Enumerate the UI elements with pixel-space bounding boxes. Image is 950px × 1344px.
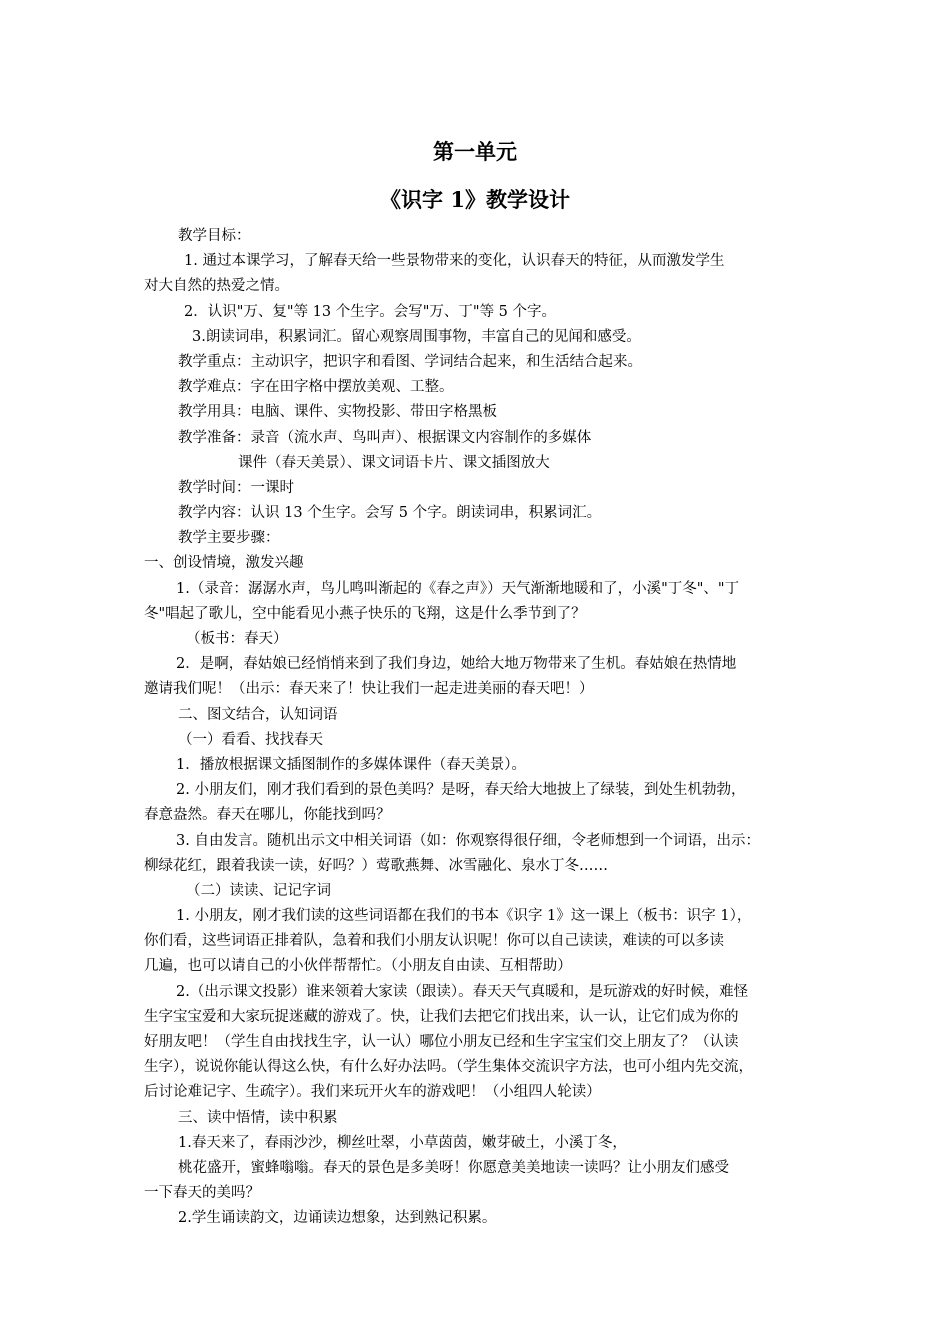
text-line: 2．认识"万、复"等 13 个生字。会写"万、丁"等 5 个字。 — [184, 303, 557, 320]
text-line: 后讨论难记字、生疏字）。我们来玩开火车的游戏吧！（小组四人轮读） — [144, 1084, 601, 1101]
text-line: 2.（出示课文投影）谁来领着大家读（跟读）。春天天气真暖和，是玩游戏的好时候，难怪 — [176, 983, 749, 1000]
unit-title: 第一单元 — [433, 139, 517, 164]
text-line: 邀请我们呢！（出示：春天来了！快让我们一起走进美丽的春天吧！） — [144, 681, 594, 698]
text-line: 教学主要步骤： — [178, 530, 280, 547]
text-line: 对大自然的热爱之情。 — [144, 278, 289, 295]
section-heading: 一、创设情境，激发兴趣 — [144, 555, 304, 572]
text-line: 教学难点：字在田字格中摆放美观、工整。 — [178, 379, 454, 396]
text-line: 生字），说说你能认得这么快，有什么好办法吗。（学生集体交流识字方法，也可小组内先交流， — [144, 1059, 753, 1076]
text-line: 教学时间：一课时 — [178, 479, 294, 496]
text-line: 春意盎然。春天在哪儿，你能找到吗？ — [144, 807, 391, 824]
text-line: 教学目标： — [178, 228, 251, 244]
text-line: 3.朗读词串，积累词汇。留心观察周围事物，丰富自己的见闻和感受。 — [192, 328, 641, 345]
text-line: 1. 通过本课学习，了解春天给一些景物带来的变化，认识春天的特征，从而激发学生 — [184, 253, 725, 270]
section-heading: 二、图文结合，认知词语 — [178, 706, 338, 723]
text-line: 2．是啊，春姑娘已经悄悄来到了我们身边，她给大地万物带来了生机。春姑娘在热情地 — [176, 656, 737, 673]
text-line: 课件（春天美景）、课文词语卡片、课文插图放大 — [238, 454, 550, 471]
document-body — [144, 224, 812, 1232]
text-line: 1. 小朋友，刚才我们读的这些词语都在我们的书本《识字 1》这一课上（板书：识字 1）， — [176, 908, 752, 925]
text-line: 生字宝宝爱和大家玩捉迷藏的游戏了。快，让我们去把它们找出来，认一认，让它们成为你的 — [144, 1008, 739, 1025]
lesson-title: 《识字 1》教学设计 — [380, 187, 570, 212]
text-line: 3. 自由发言。随机出示文中相关词语（如：你观察得很仔细，令老师想到一个词语，出示： — [176, 832, 760, 849]
text-line: 几遍，也可以请自己的小伙伴帮帮忙。（小朋友自由读、互相帮助） — [144, 958, 572, 975]
text-line: 教学准备：录音（流水声、鸟叫声）、根据课文内容制作的多媒体 — [178, 429, 592, 446]
text-line: 2.学生诵读韵文，边诵读边想象，达到熟记积累。 — [178, 1210, 497, 1227]
text-line: 教学内容：认识 13 个生字。会写 5 个字。朗读词串，积累词汇。 — [178, 505, 602, 522]
text-line: 一下春天的美吗？ — [144, 1185, 260, 1202]
text-line: 1.（录音：潺潺水声，鸟儿鸣叫渐起的《春之声》）天气渐渐地暖和了，小溪"丁冬"、"丁 — [176, 580, 740, 597]
subsection-heading: （二）读读、记记字词 — [186, 882, 331, 899]
subsection-heading: （一）看看、找找春天 — [178, 731, 323, 748]
text-line: 教学重点：主动识字，把识字和看图、学词结合起来，和生活结合起来。 — [178, 353, 642, 370]
text-line: 柳绿花红，跟着我读一读，好吗？）莺歌燕舞、冰雪融化、泉水丁冬…… — [144, 857, 608, 874]
text-line: 1．播放根据课文插图制作的多媒体课件（春天美景）。 — [176, 756, 526, 773]
text-line: 好朋友吧！（学生自由找找生字，认一认）哪位小朋友已经和生字宝宝们交上朋友了？（认读 — [144, 1034, 739, 1050]
text-line: 教学用具：电脑、课件、实物投影、带田字格黑板 — [178, 404, 497, 421]
text-line: 1.春天来了，春雨沙沙，柳丝吐翠，小草茵茵，嫩芽破土，小溪丁冬， — [178, 1134, 627, 1151]
text-line: 2. 小朋友们，刚才我们看到的景色美吗？是呀，春天给大地披上了绿装，到处生机勃勃， — [176, 782, 746, 799]
text-line: （板书：春天） — [186, 631, 288, 647]
text-line: 你们看，这些词语正排着队，急着和我们小朋友认识呢！你可以自己读读，难读的可以多读 — [144, 933, 724, 950]
section-heading: 三、读中悟情，读中积累 — [178, 1109, 338, 1126]
text-line: 冬"唱起了歌儿，空中能看见小燕子快乐的飞翔，这是什么季节到了？ — [144, 605, 586, 622]
text-line: 桃花盛开，蜜蜂嗡嗡。春天的景色是多美呀！你愿意美美地读一读吗？让小朋友们感受 — [178, 1159, 729, 1176]
